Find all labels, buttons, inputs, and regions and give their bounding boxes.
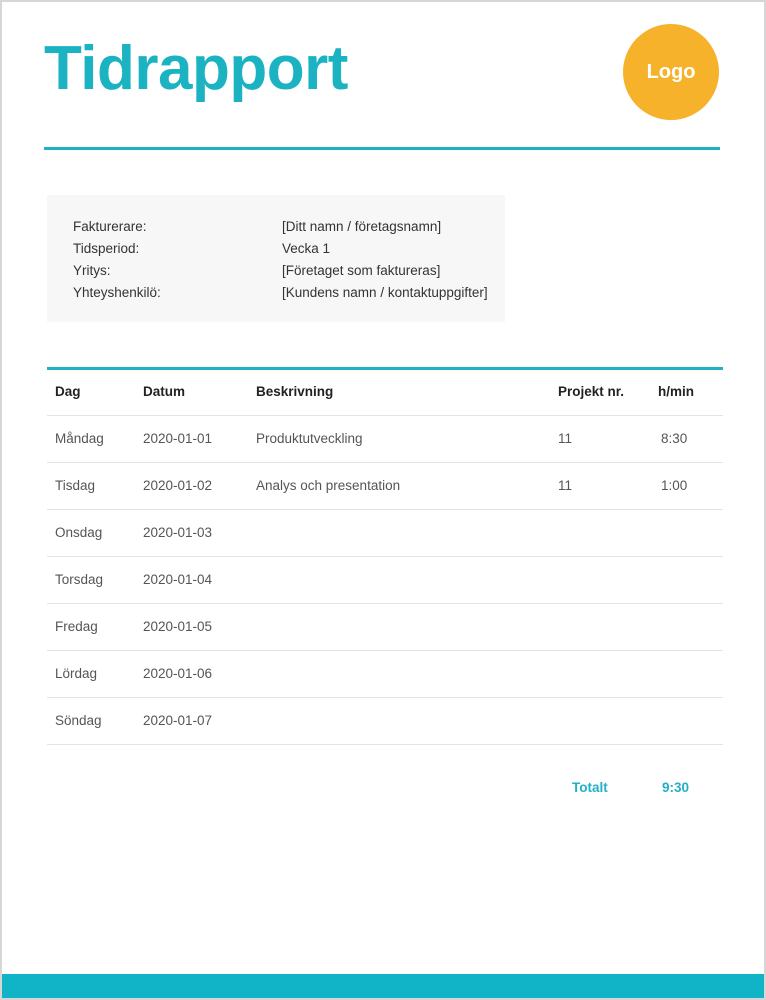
- cell-dag: Måndag: [55, 431, 104, 446]
- cell-dag: Torsdag: [55, 572, 104, 587]
- title-divider: [44, 147, 720, 150]
- cell-dag: Söndag: [55, 713, 102, 728]
- time-table: [47, 367, 723, 745]
- header-datum: Datum: [143, 384, 186, 399]
- cell-beskrivning: Analys och presentation: [256, 478, 401, 493]
- header-projekt: Projekt nr.: [558, 384, 625, 399]
- footer-bar: [2, 974, 764, 998]
- cell-datum: 2020-01-05: [143, 619, 213, 634]
- info-value: Vecka 1: [282, 241, 331, 256]
- info-label: Tidsperiod:: [73, 241, 140, 256]
- cell-datum: 2020-01-07: [143, 713, 213, 728]
- header-beskrivning: Beskrivning: [256, 384, 334, 399]
- cell-datum: 2020-01-03: [143, 525, 213, 540]
- table-header-row: [47, 370, 723, 416]
- logo-badge: Logo: [623, 24, 719, 120]
- table-row: [47, 651, 723, 698]
- table-row: [47, 604, 723, 651]
- table-row: [47, 510, 723, 557]
- table-row: [47, 463, 723, 510]
- table-row: [47, 698, 723, 745]
- info-value: [Ditt namn / företagsnamn]: [282, 219, 442, 234]
- cell-dag: Tisdag: [55, 478, 96, 493]
- cell-dag: Fredag: [55, 619, 98, 634]
- cell-projekt: 11: [558, 478, 573, 493]
- table-row: [47, 416, 723, 463]
- cell-datum: 2020-01-01: [143, 431, 213, 446]
- cell-projekt: 11: [558, 431, 573, 446]
- cell-datum: 2020-01-02: [143, 478, 213, 493]
- total-value: 9:30: [662, 780, 690, 795]
- page-title: Tidrapport: [44, 34, 348, 103]
- header-dag: Dag: [55, 384, 81, 399]
- cell-dag: Onsdag: [55, 525, 103, 540]
- total-label: Totalt: [572, 780, 608, 795]
- cell-hmin: 1:00: [661, 478, 688, 493]
- info-value: [Företaget som faktureras]: [282, 263, 441, 278]
- info-label: Yhteyshenkilö:: [73, 285, 161, 300]
- cell-dag: Lördag: [55, 666, 98, 681]
- cell-beskrivning: Produktutveckling: [256, 431, 363, 446]
- cell-hmin: 8:30: [661, 431, 688, 446]
- info-value: [Kundens namn / kontaktuppgifter]: [282, 285, 488, 300]
- cell-datum: 2020-01-04: [143, 572, 213, 587]
- header-hmin: h/min: [658, 384, 694, 399]
- info-label: Fakturerare:: [73, 219, 147, 234]
- info-label: Yritys:: [73, 263, 111, 278]
- cell-datum: 2020-01-06: [143, 666, 213, 681]
- info-box: [47, 195, 505, 322]
- table-row: [47, 557, 723, 604]
